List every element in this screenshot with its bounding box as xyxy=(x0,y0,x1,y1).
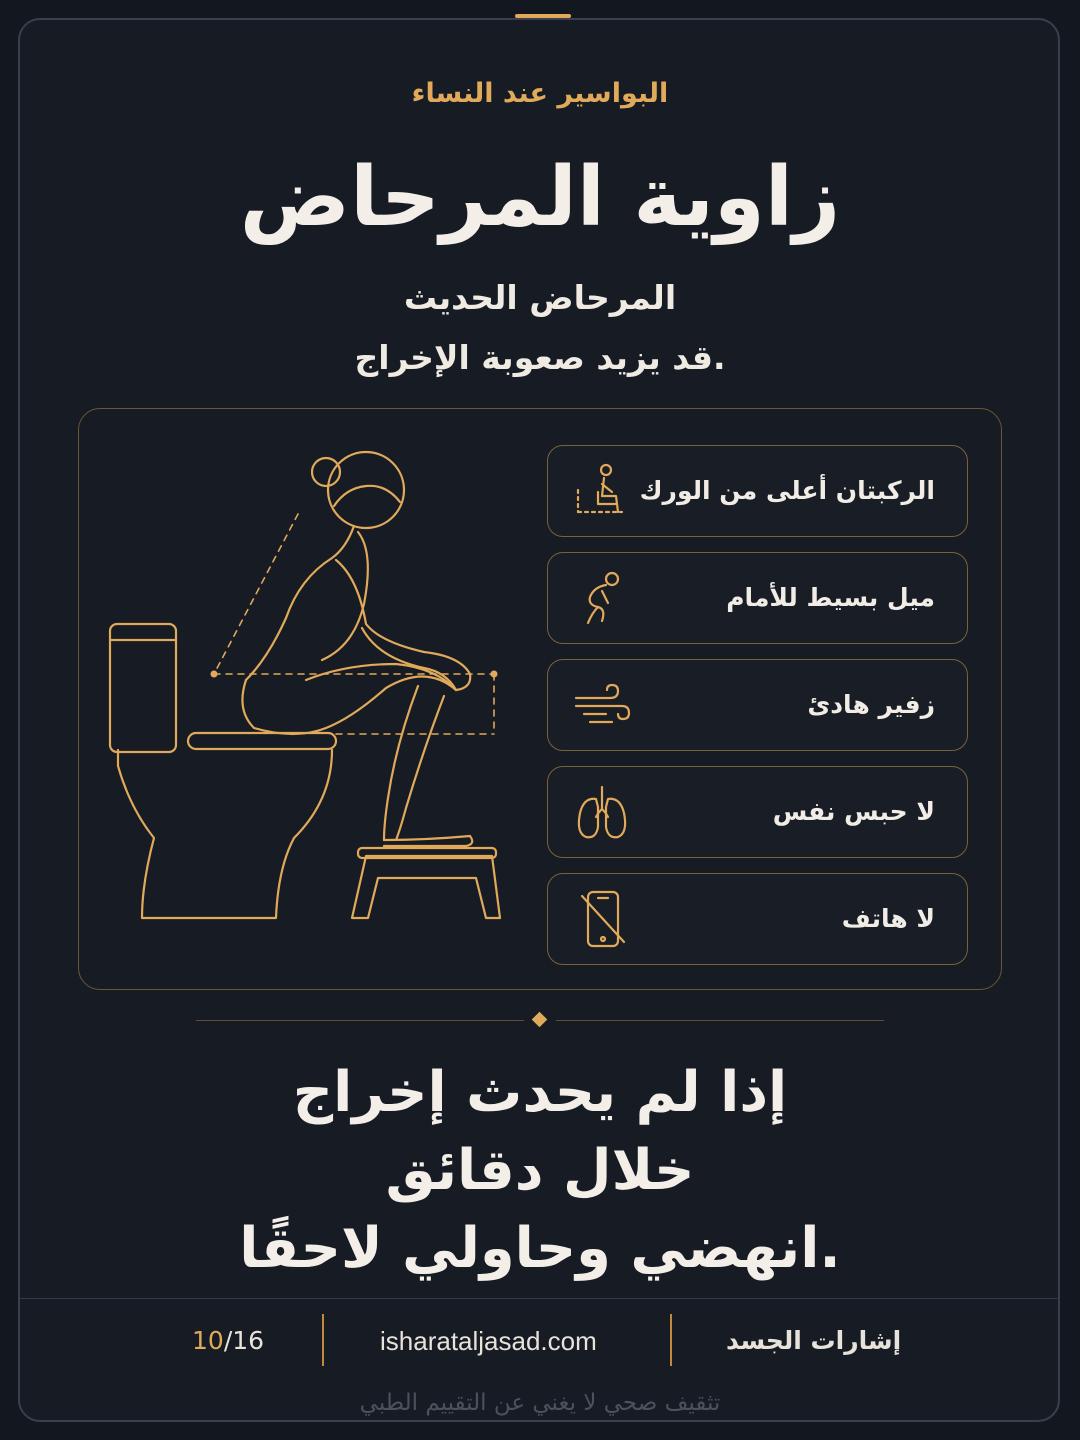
tip-card-exhale xyxy=(547,659,968,751)
woman-on-toilet-with-footstool-illustration xyxy=(96,428,526,968)
message-line-1: إذا لم يحدث إخراج xyxy=(292,1060,788,1125)
toilet-tank xyxy=(110,624,176,752)
tips-list xyxy=(547,445,968,980)
lungs-icon xyxy=(572,783,632,843)
divider-left xyxy=(196,1020,524,1021)
tip-label: لا حبس نفس xyxy=(772,797,935,826)
tip-card-phone xyxy=(547,873,968,965)
head xyxy=(328,452,404,528)
page-title: زاوية المرحاض xyxy=(239,150,841,245)
tip-label: ميل بسيط للأمام xyxy=(726,583,935,612)
toilet-seat xyxy=(188,733,336,749)
message-line-2: خلال دقائق xyxy=(385,1138,695,1203)
toilet-bowl xyxy=(118,750,332,918)
exhale-wind-icon xyxy=(572,676,632,736)
knees-above-hips-icon xyxy=(572,462,632,522)
divider-right xyxy=(556,1020,884,1021)
tip-label: لا هاتف xyxy=(841,904,935,933)
tip-card-lean xyxy=(547,552,968,644)
page-counter xyxy=(192,1326,264,1355)
message-line-3: انهضي وحاولي لاحقًا. xyxy=(239,1216,841,1281)
site-url: isharataljasad.com xyxy=(380,1326,597,1356)
footstool xyxy=(352,856,500,918)
footer-separator xyxy=(670,1314,672,1366)
section-kicker: البواسير عند النساء xyxy=(411,78,669,109)
footer-divider xyxy=(20,1298,1060,1299)
no-phone-icon xyxy=(572,890,632,950)
lean-forward-icon xyxy=(572,569,632,629)
tip-card-breath xyxy=(547,766,968,858)
tip-label: زفير هادئ xyxy=(807,690,935,719)
page-total: /16 xyxy=(223,1326,265,1355)
tip-label: الركبتان أعلى من الورك xyxy=(639,476,935,505)
subtitle-line-2: قد يزيد صعوبة الإخراج. xyxy=(354,338,726,377)
tip-card-knees xyxy=(547,445,968,537)
brand-name: إشارات الجسد xyxy=(726,1326,902,1355)
disclaimer: تثقيف صحي لا يغني عن التقييم الطبي xyxy=(359,1390,721,1416)
top-accent-bar xyxy=(515,14,571,18)
footer-separator xyxy=(322,1314,324,1366)
subtitle-line-1: المرحاض الحديث xyxy=(403,278,677,317)
page-current: 10 xyxy=(192,1326,224,1355)
